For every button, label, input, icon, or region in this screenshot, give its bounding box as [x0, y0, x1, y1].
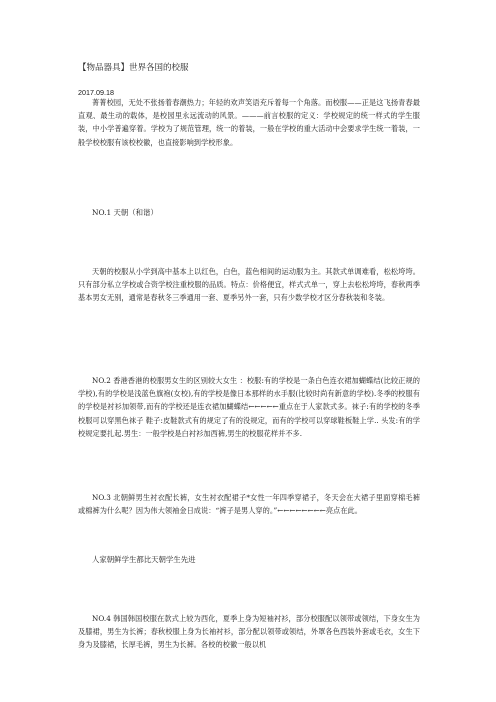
section-body-no3: NO.3 北朝鲜男生衬衣配长裤，女生衬衣配裙子*女性一年四季穿裙子，冬天会在大裙子里面穿棉毛裤或棉裤为什么呢？因为伟大领袖金日成说：“裤子是男人穿的。”←←←←←←←←亮点在此。 [78, 493, 420, 516]
document-title: 【物品器具】世界各国的校服 [78, 63, 189, 73]
section-body-no1: 天朝的校服从小学到高中基本上以红色，白色，蓝色相间的运动服为主。其款式单调难看，松松垮垮。只有部分私立学校或合资学校注重校服的品质。特点：价格便宜，样式式单一，穿上去松松垮垮，春秋两季基本男女无别，通常是春秋冬三季通用一套、夏季另外一套，只有少数学校才区分春秋装和冬装。 [78, 267, 420, 303]
document-date: 2017.09.18 [78, 88, 114, 97]
intro-paragraph: 菁菁校园，无处不张扬着春潮热力；年轻的欢声笑语充斥着每一个角落。而校服——正是这飞扬青春最直观、最生动的载体，是校园里永远流动的风景。———前言校服的定义：学校规定的统一样式的学生服装，中小学普遍穿着。学校为了规范管理，统一的着装，一般在学校的重大活动中会要求学生统一着装，一般学校校服有该校校徽，也直接影响到学校形象。 [78, 98, 420, 147]
section-body-no2: NO.2 香港香港的校服男女生的区别较大女生 ：校服:有的学校是一条白色连衣裙加蝴蝶结(比较正规的学校),有的学校是浅蓝色旗袍(女校),有的学校是像日本那样的水手服(比较时尚有新意的学校).冬季的校服有的学校是衬衫加领带,而有的学校还是连衣裙加蝴蝶结←←←←←重点在于人家款式多。袜子:有的学校的冬季校服可以穿黑色袜子 鞋子:皮鞋款式有的规定了有的没规定，而有的学校可以穿球鞋板鞋上学.. 头发:有的学校规定要扎起.男生：一般学校是白衬衫加西裤,男生的校服花样并不多. [78, 376, 420, 438]
section-heading-no1: NO.1 天朝（和谐） [92, 208, 158, 217]
section-body-no4: NO.4 韩国韩国校服在款式上较为西化，夏季上身为短袖衬衫，部分校服配以领带或领结，下身女生为及膝裙，男生为长裤；春秋校服上身为长袖衬衫，部分配以领带或领结，外罩各色西装外套或毛衣，女生下身为及膝裙，长厚毛裤，男生为长裤。各校的校徽一般以机 [78, 614, 420, 650]
section-heading-korea-note: 人家朝鲜学生都比天朝学生先进 [92, 555, 196, 564]
